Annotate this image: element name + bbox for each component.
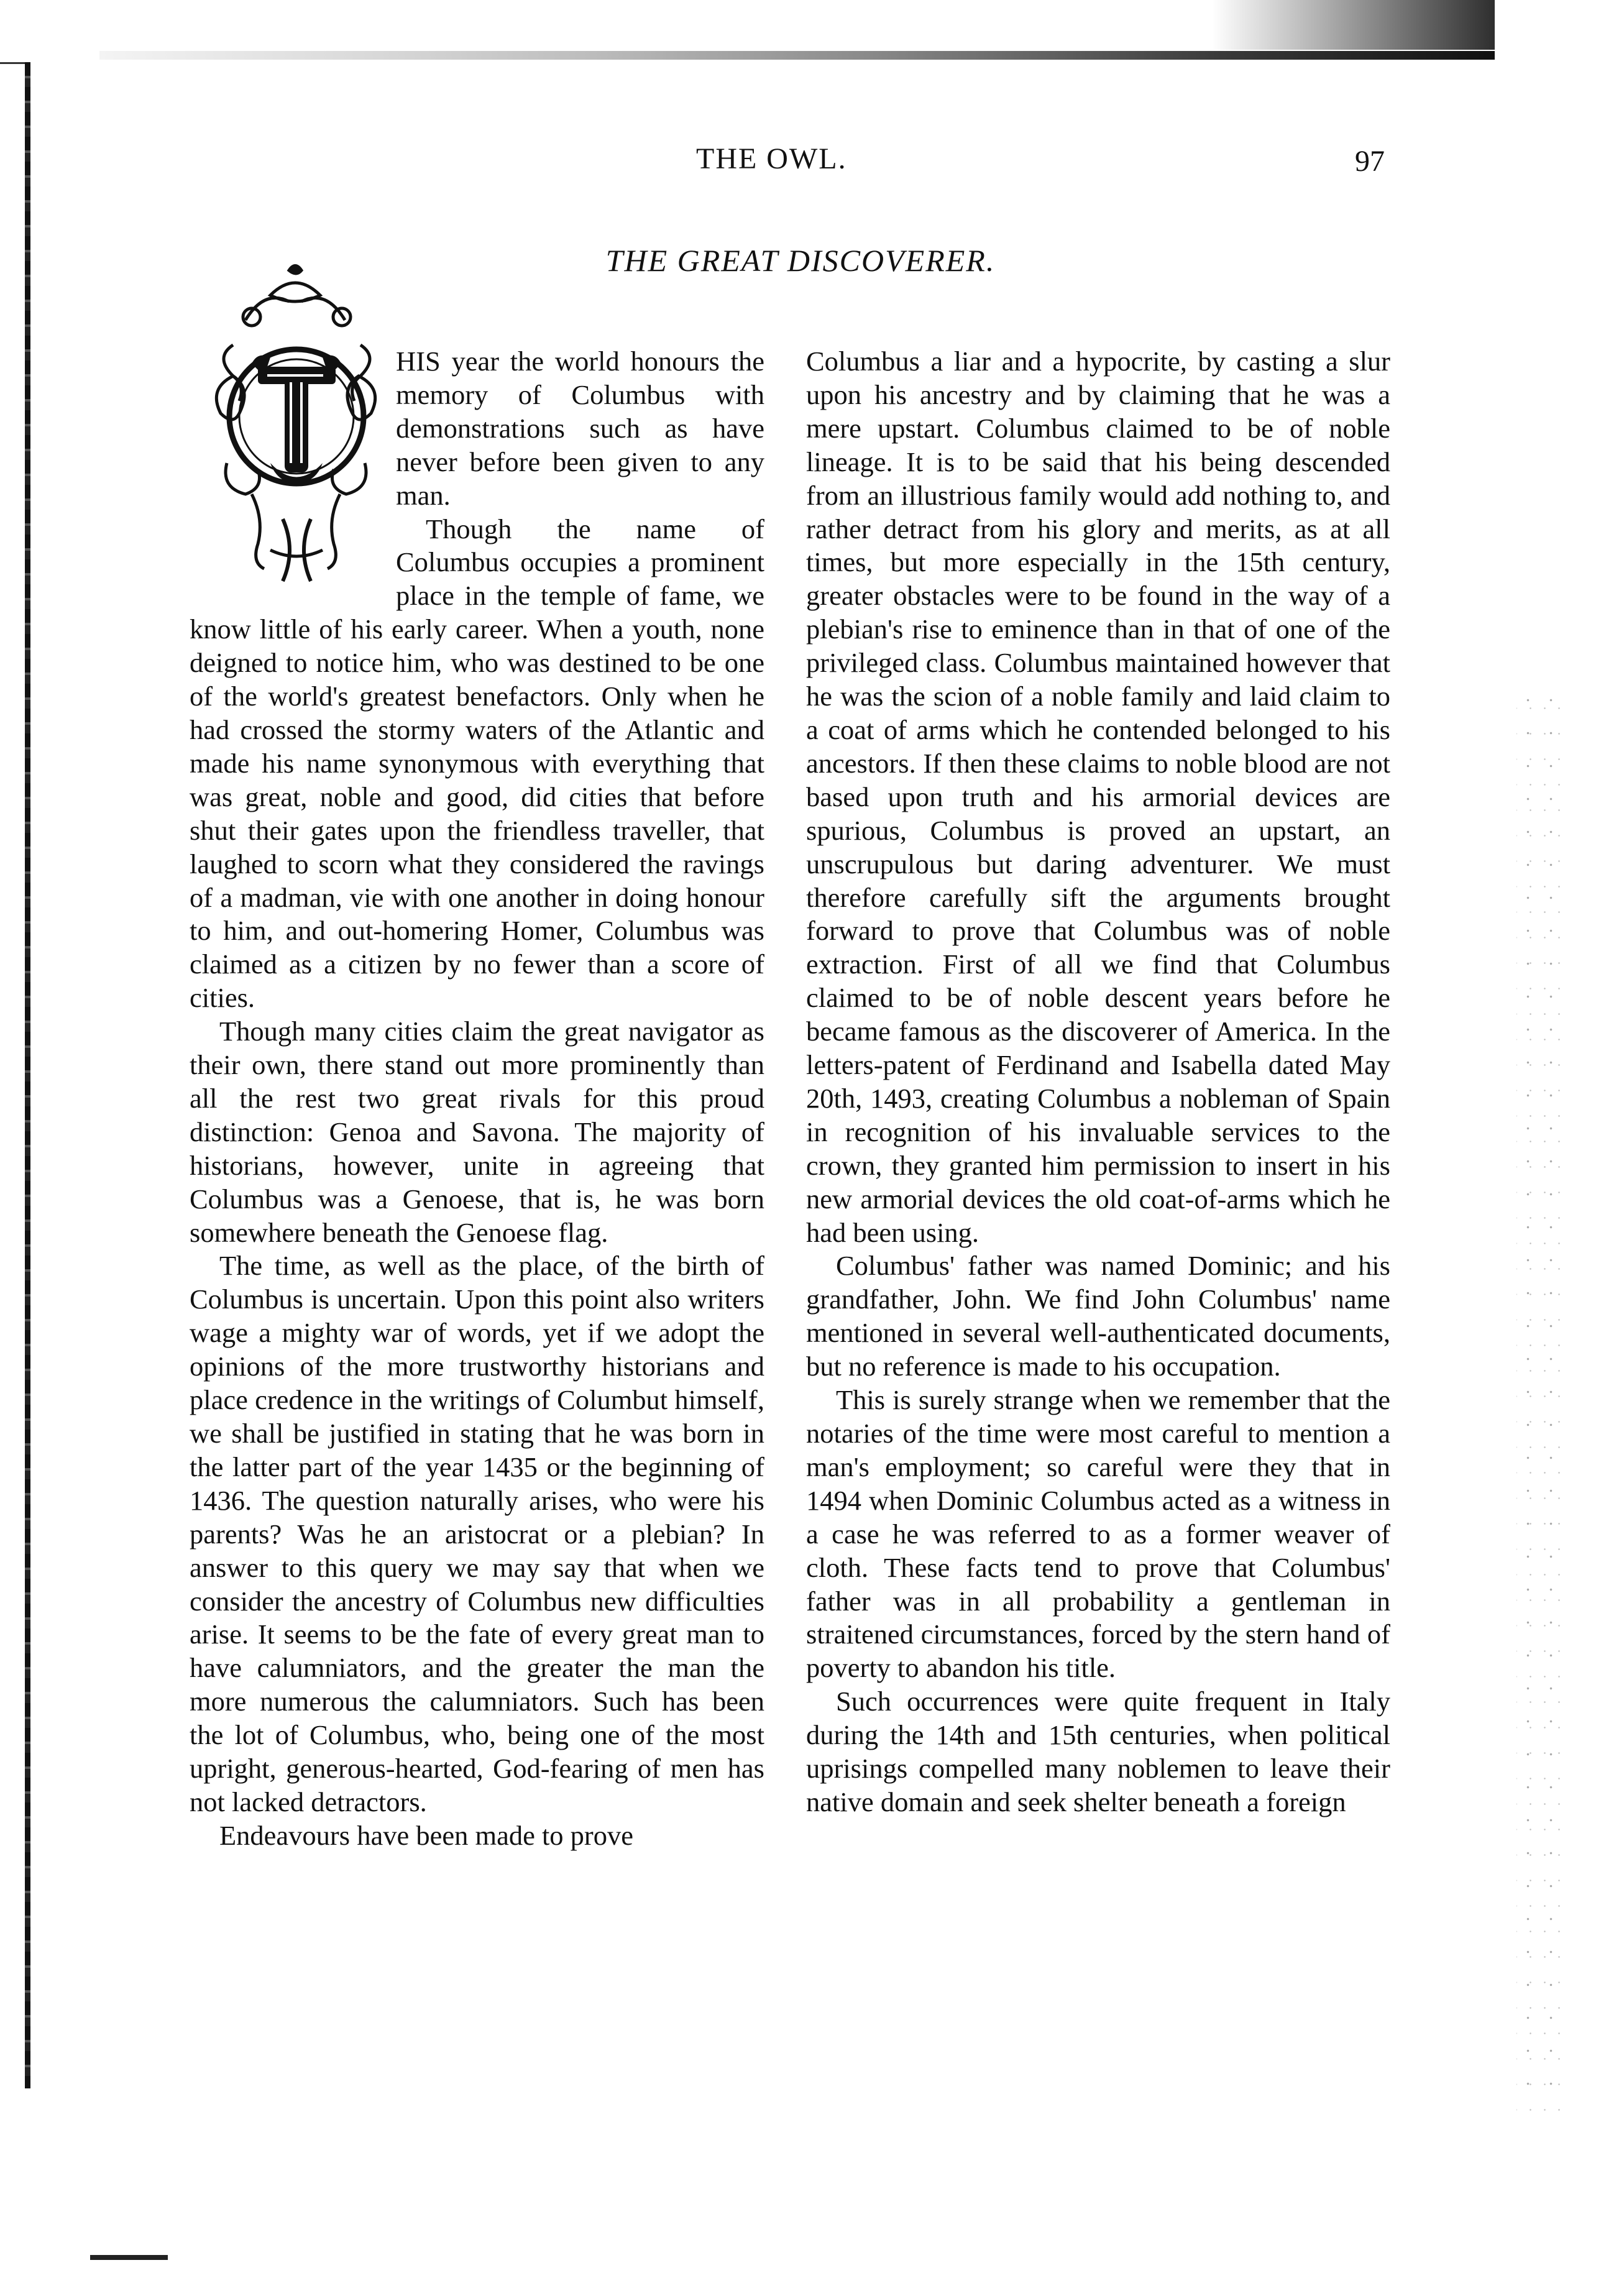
paragraph: This is surely strange when we remember that the notaries of the time were most careful to mention a man's employment; so careful were they that in 1494 when Dominic Columbus acted as a witness in a case he was referred to as a former weaver of cloth. These facts tend to prove that Columbus' father was in all probability a gentleman in straitened circumstances, forced by the stern hand of poverty to abandon his title. xyxy=(806,1384,1390,1684)
paragraph: Columbus' father was named Dominic; and his grandfather, John. We find John Columbus' name mentioned in several well-authenticated documents, but no reference is made to his occupation. xyxy=(806,1250,1390,1382)
article-title: THE GREAT DISCOVERER. xyxy=(605,243,996,278)
paragraph: Endeavours have been made to prove xyxy=(219,1819,634,1851)
scan-speckle-right xyxy=(1516,684,1566,2113)
paragraph: Columbus a liar and a hypocrite, by casting a slur upon his ancestry and by claiming that he was a mere upstart. Columbus claimed to be of noble lineage. It is to be said that his being descended from an illustrious family would add nothing to, and rather detract from his glory and merits, as at all times, but more especially in the 15th century, greater obstacles were to be found in the way of a plebian's rise to eminence than in that of one of the privileged class. Columbus maintained however that he was the scion of a noble family and laid claim to a coat of arms which he contended belonged to his ancestors. If then these claims to noble blood are not based upon truth and his armorial devices are spurious, Columbus is proved an upstart, an unscrupulous but daring adventurer. We must therefore carefully sift the arguments brought forward to prove that Columbus was of noble extraction. First of all we find that Columbus claimed to be of noble descent years before he became famous as the discoverer of America. In the letters-patent of Ferdinand and Isabella dated May 20th, 1493, creating Columbus a nobleman of Spain in recognition of his invaluable services to the crown, they granted him permission to insert in his new armorial devices the old coat-of-arms which he had been using. xyxy=(806,346,1390,1248)
scan-rule-top xyxy=(99,51,1495,60)
paragraph: HIS year the world honours the memory of Columbus with demonstrations such as have never before been given to any man. xyxy=(396,346,764,511)
running-head: THE OWL. xyxy=(696,142,847,175)
left-column xyxy=(190,345,764,1853)
paragraph: Though many cities claim the great navigator as their own, there stand out more prominently than all the rest two great rivals for this proud distinction: Genoa and Savona. The majority of historians, however, unite in agreeing that Columbus was a Genoese, that is, he was born somewhere beneath the Genoese flag. xyxy=(190,1016,764,1248)
ornamental-drop-cap-icon xyxy=(208,258,383,587)
scan-mark-bottom xyxy=(90,2255,168,2260)
paragraph: Though the name of Columbus occupies a prominent place in the temple of fame, we know little of his early career. When a youth, none deigned to notice him, who was destined to be one of the world's greatest benefactors. Only when he had crossed the stormy waters of the Atlantic and made his name synonymous with everything that was great, noble and good, did cities that before shut their gates upon the friendless traveller, that laughed to scorn what they considered the ravings of a madman, vie with one another in doing honour to him, and out-homering Homer, Columbus was claimed as a citizen by no fewer than a score of cities. xyxy=(190,513,764,1014)
paragraph: The time, as well as the place, of the birth of Columbus is uncertain. Upon this point also writers wage a mighty war of words, yet if we adopt the opinions of the more trustworthy historians and place credence in the writings of Columbut himself, we shall be justified in stating that he was born in the latter part of the year 1435 or the beginning of 1436. The question naturally arises, who were his parents? Was he an aristocrat or a plebian? In answer to this query we may say that when we consider the ancestry of Columbus new difficulties arise. It seems to be the fate of every great man to have calumniators, and the greater the man the more numerous the calumniators. Such has been the lot of Columbus, who, being one of the most upright, generous-hearted, God-fearing of men has not lacked detractors. xyxy=(190,1250,764,1817)
scan-binding-edge xyxy=(25,62,30,2088)
scan-shadow-top xyxy=(1212,0,1495,50)
page-number: 97 xyxy=(1355,145,1385,178)
right-column xyxy=(806,345,1390,1819)
paragraph: Such occurrences were quite frequent in Italy during the 14th and 15th centuries, when political uprisings compelled many noblemen to leave their native domain and seek shelter beneath a foreign xyxy=(806,1686,1390,1817)
